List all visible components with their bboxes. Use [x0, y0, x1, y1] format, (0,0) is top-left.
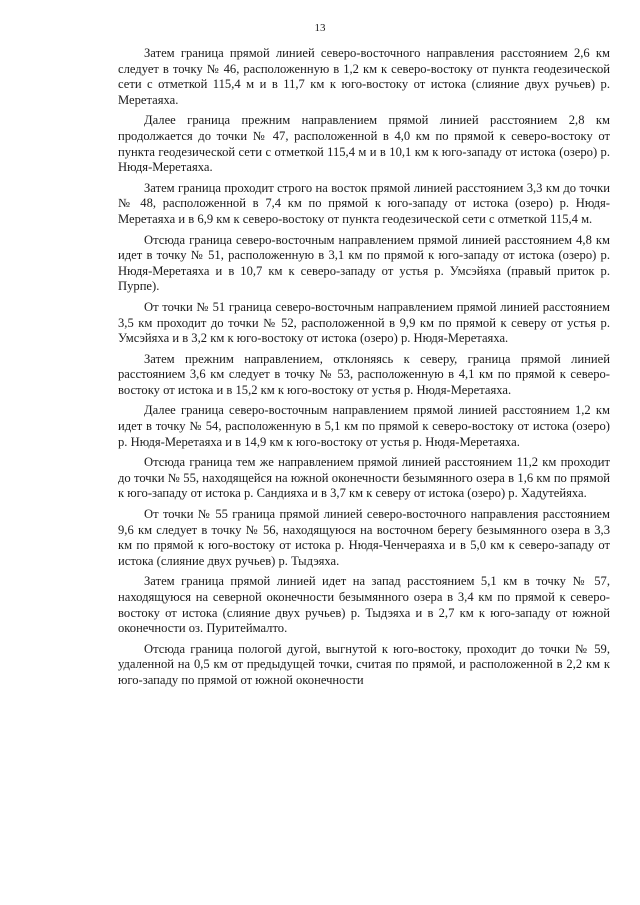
paragraph: Отсюда граница северо-восточным направлением прямой линией расстоянием 4,8 км идет в точку № 51, расположенную в 3,1 км по прямой к юго-западу от истока (озеро) р. Нюдя-Меретаяха и в 10,7 км к северо-западу от устья р. Умсэйяха (правый приток р. Пурпе). [118, 232, 610, 294]
paragraph: Далее граница северо-восточным направлением прямой линией расстоянием 1,2 км идет в точку № 54, расположенную в 5,1 км по прямой к северо-востоку от истока (озеро) р. Нюдя-Меретаяха и в 14,9 км к юго-востоку от устья р. Нюдя-Меретаяха. [118, 403, 610, 449]
page-number: 13 [314, 22, 326, 34]
paragraph: От точки № 55 граница прямой линией северо-восточного направления расстоянием 9,6 км следует в точку № 56, находящуюся на восточном берегу безымянного озера в 3,3 км по прямой к юго-востоку от истока р. Нюдя-Ченчераяха и в 5,0 км к северо-западу от истока (слияние двух ручьев) р. Тыдэяха. [118, 507, 610, 568]
body-text [118, 46, 610, 694]
paragraph: Затем граница проходит строго на восток прямой линией расстоянием 3,3 км до точки № 48, расположенной в 7,4 км по прямой к юго-западу от истока (озеро) р. Нюдя-Меретаяха и в 6,9 км к северо-востоку от пункта геодезической сети с отметкой 115,4 м. [118, 180, 610, 226]
paragraph: Затем прежним направлением, отклоняясь к северу, граница прямой линией расстоянием 3,6 км следует в точку № 53, расположенную в 4,1 км по прямой к северо-востоку от истока и в 15,2 км к юго-востоку от устья р. Нюдя-Меретаяха. [118, 351, 610, 397]
paragraph: Затем граница прямой линией идет на запад расстоянием 5,1 км в точку № 57, находящуюся на северной оконечности безымянного озера в 3,4 км по прямой к северо-востоку от истока (слияние двух ручьев) р. Тыдэяха и в 2,7 км к юго-западу от южной оконечности оз. Пуритеймалто. [118, 574, 610, 636]
paragraph: Отсюда граница тем же направлением прямой линией расстоянием 11,2 км проходит до точки № 55, находящейся на южной оконечности безымянного озера в 1,6 км по прямой к юго-западу от истока р. Сандияха и в 3,7 км к северу от истока (озеро) р. Хадутейяха. [118, 455, 610, 501]
paragraph: Затем граница прямой линией северо-восточного направления расстоянием 2,6 км следует в точку № 46, расположенную в 1,2 км к северо-востоку от пункта геодезической сети с отметкой 115,4 м и в 11,7 км к юго-востоку от истока (слияние двух ручьев) р. Меретаяха. [118, 46, 610, 107]
paragraph: Далее граница прежним направлением прямой линией расстоянием 2,8 км продолжается до точки № 47, расположенной в 4,0 км по прямой к северо-востоку от пункта геодезической сети с отметкой 115,4 м и в 10,1 км к юго-западу от истока (озеро) р. Нюдя-Меретаяха. [118, 113, 610, 175]
paragraph: Отсюда граница пологой дугой, выгнутой к юго-востоку, проходит до точки № 59, удаленной на 0,5 км от предыдущей точки, считая по прямой, и расположенной в 2,2 км к юго-западу по прямой от южной оконечности [118, 641, 610, 687]
paragraph: От точки № 51 граница северо-восточным направлением прямой линией расстоянием 3,5 км проходит до точки № 52, расположенной в 9,9 км по прямой к северу от устья р. Умсэйяха и в 3,2 км к юго-востоку от истока (озеро) р. Нюдя-Меретаяха. [118, 299, 610, 346]
